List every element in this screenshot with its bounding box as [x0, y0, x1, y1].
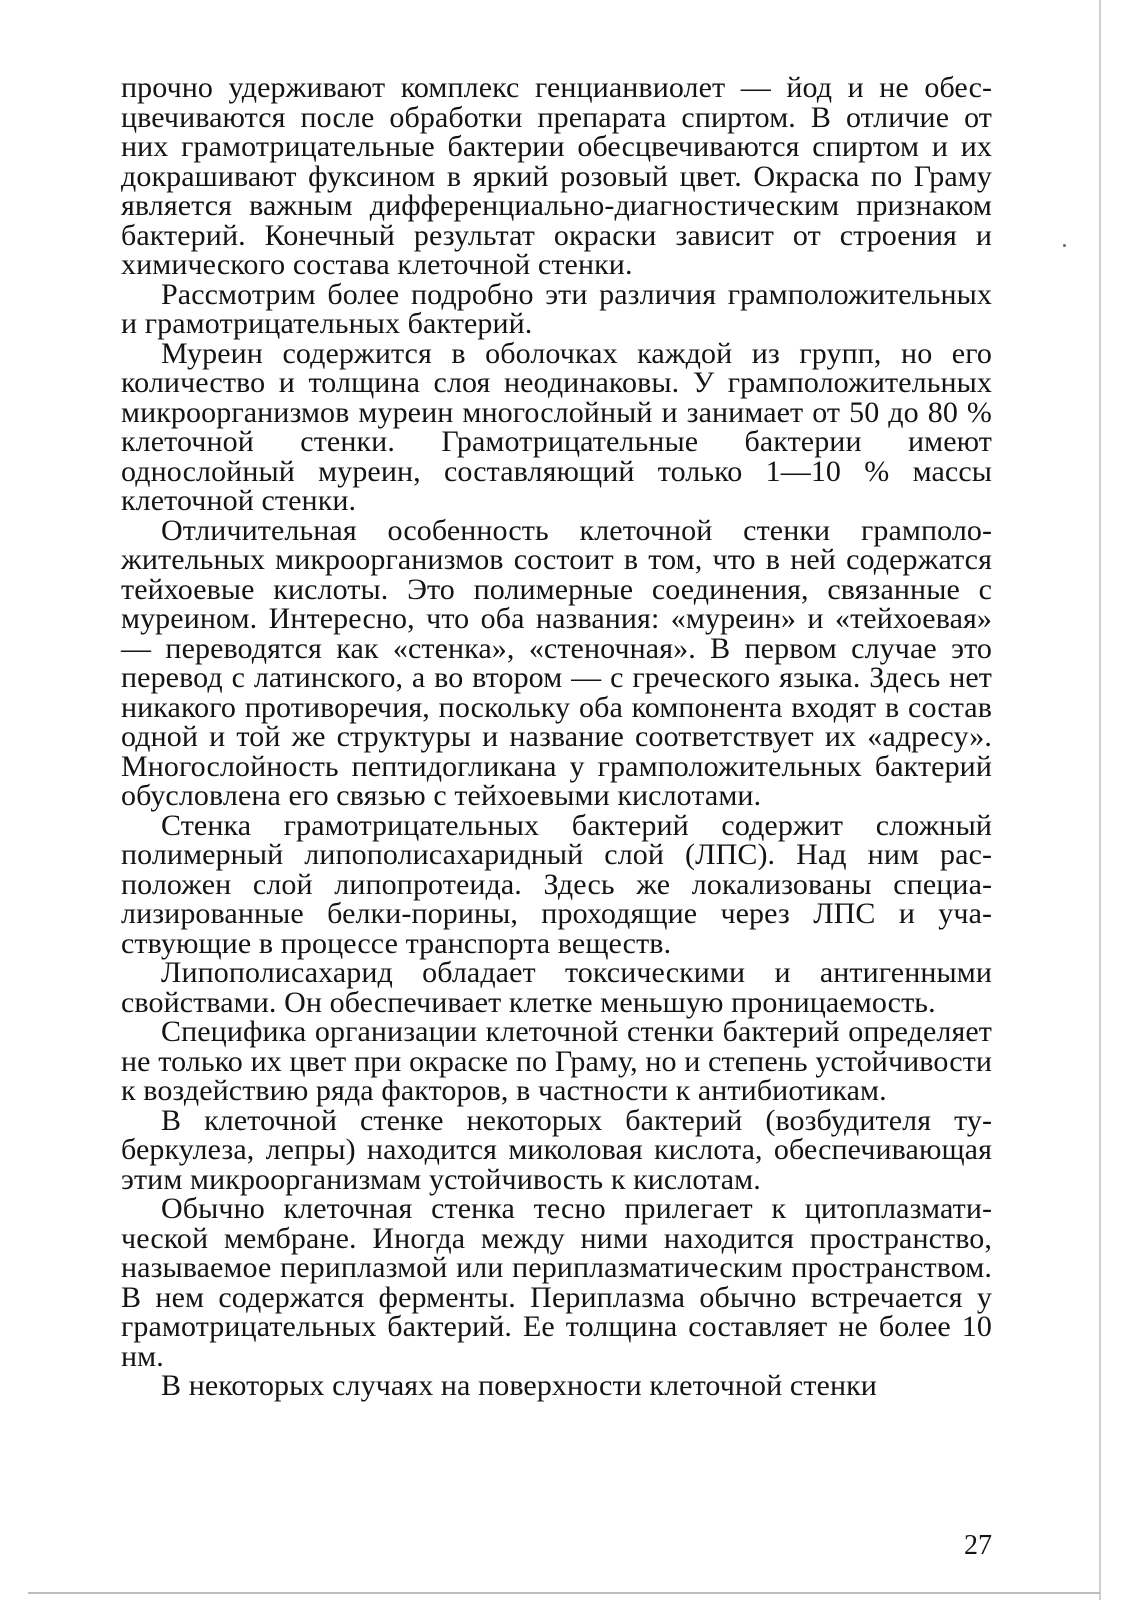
- paragraph-murein: Муреин содержится в оболочках каждой из групп, но его количество и толщина слоя неодинаковы. У грамположительных микроорганизмов муреин многослойный и занимает от 50 до 80 % клеточной стенки. Грамотрицательные бактерии имеют однослойный муреин, составляющий только 1—10 % массы клеточной стенки.: [121, 336, 992, 517]
- paragraph-gram-staining: прочно удерживают комплекс генцианвиолет — йод и не обесцвечиваются после обработки препарата спиртом. В отличие от них грамотрицательные бактерии обесцвечиваются спиртом и их докрашивают фуксином в яркий розовый цвет. Окраска по Граму является важным дифференциально-диагностическим признаком бактерий. Конечный результат окраски зависит от строения и химического состава клеточной стенки.: [121, 71, 992, 281]
- page-edge-right: [1099, 0, 1101, 1600]
- paragraph-differences-intro: Рассмотрим более подробно эти различия грамположительных и грамотрицательных бактерий.: [121, 277, 992, 340]
- paragraph-continuation: В некоторых случаях на поверхности клеточной стенки: [161, 1369, 877, 1402]
- scan-speck: [1063, 244, 1066, 247]
- paragraph-cell-wall-specifics: Специфика организации клеточной стенки бактерий определяет не только их цвет при окраске по Граму, но и степень устойчивости к воздействию ряда факторов, в частности к антибиотикам.: [121, 1015, 992, 1107]
- page-number: 27: [964, 1530, 992, 1561]
- page-edge-bottom: [28, 1592, 1100, 1594]
- paragraph-periplasm: Обычно клеточная стенка тесно прилегает к цитоплазматической мембране. Иногда между ними находится пространство, называемое периплазмой или периплазматическим пространством. В нем содержатся ферменты. Периплазма обычно встречается у грамотрицательных бактерий. Ее толщина составляет не более 10 нм.: [121, 1192, 992, 1373]
- paragraph-mycolic-acid: В клеточной стенке некоторых бактерий (возбудителя туберкулеза, лепры) находится миколовая кислота, обеспечивающая этим микроорганизмам устойчивость к кислотам.: [121, 1103, 992, 1196]
- paragraph-lps-layer: Стенка грамотрицательных бактерий содержит сложный полимерный липополисахаридный слой (ЛПС). Над ним расположен слой липопротеида. Здесь же локализованы специализированные белки-порины, проходящие через ЛПС и участвующие в процессе транспорта веществ.: [121, 808, 992, 960]
- paragraph-lipopolysaccharide: Липополисахарид обладает токсическими и антигенными свойствами. Он обеспечивает клетке меньшую проницаемость.: [121, 956, 992, 1019]
- paragraph-teichoic-acids: Отличительная особенность клеточной стенки грамположительных микроорганизмов состоит в том, что в ней содержатся тейхоевые кислоты. Это полимерные соединения, связанные с муреином. Интересно, что оба названия: «муреин» и «тейхоевая» — переводятся как «стенка», «стеночная». В первом случае это перевод с латинского, а во втором — с греческого языка. Здесь нет никакого противоречия, поскольку оба компонента входят в состав одной и той же структуры и название соответствует их «адресу». Многослойность пептидогликана у грамположительных бактерий обусловлена его связью с тейхоевыми кислотами.: [121, 513, 992, 812]
- body-text: [121, 73, 992, 1401]
